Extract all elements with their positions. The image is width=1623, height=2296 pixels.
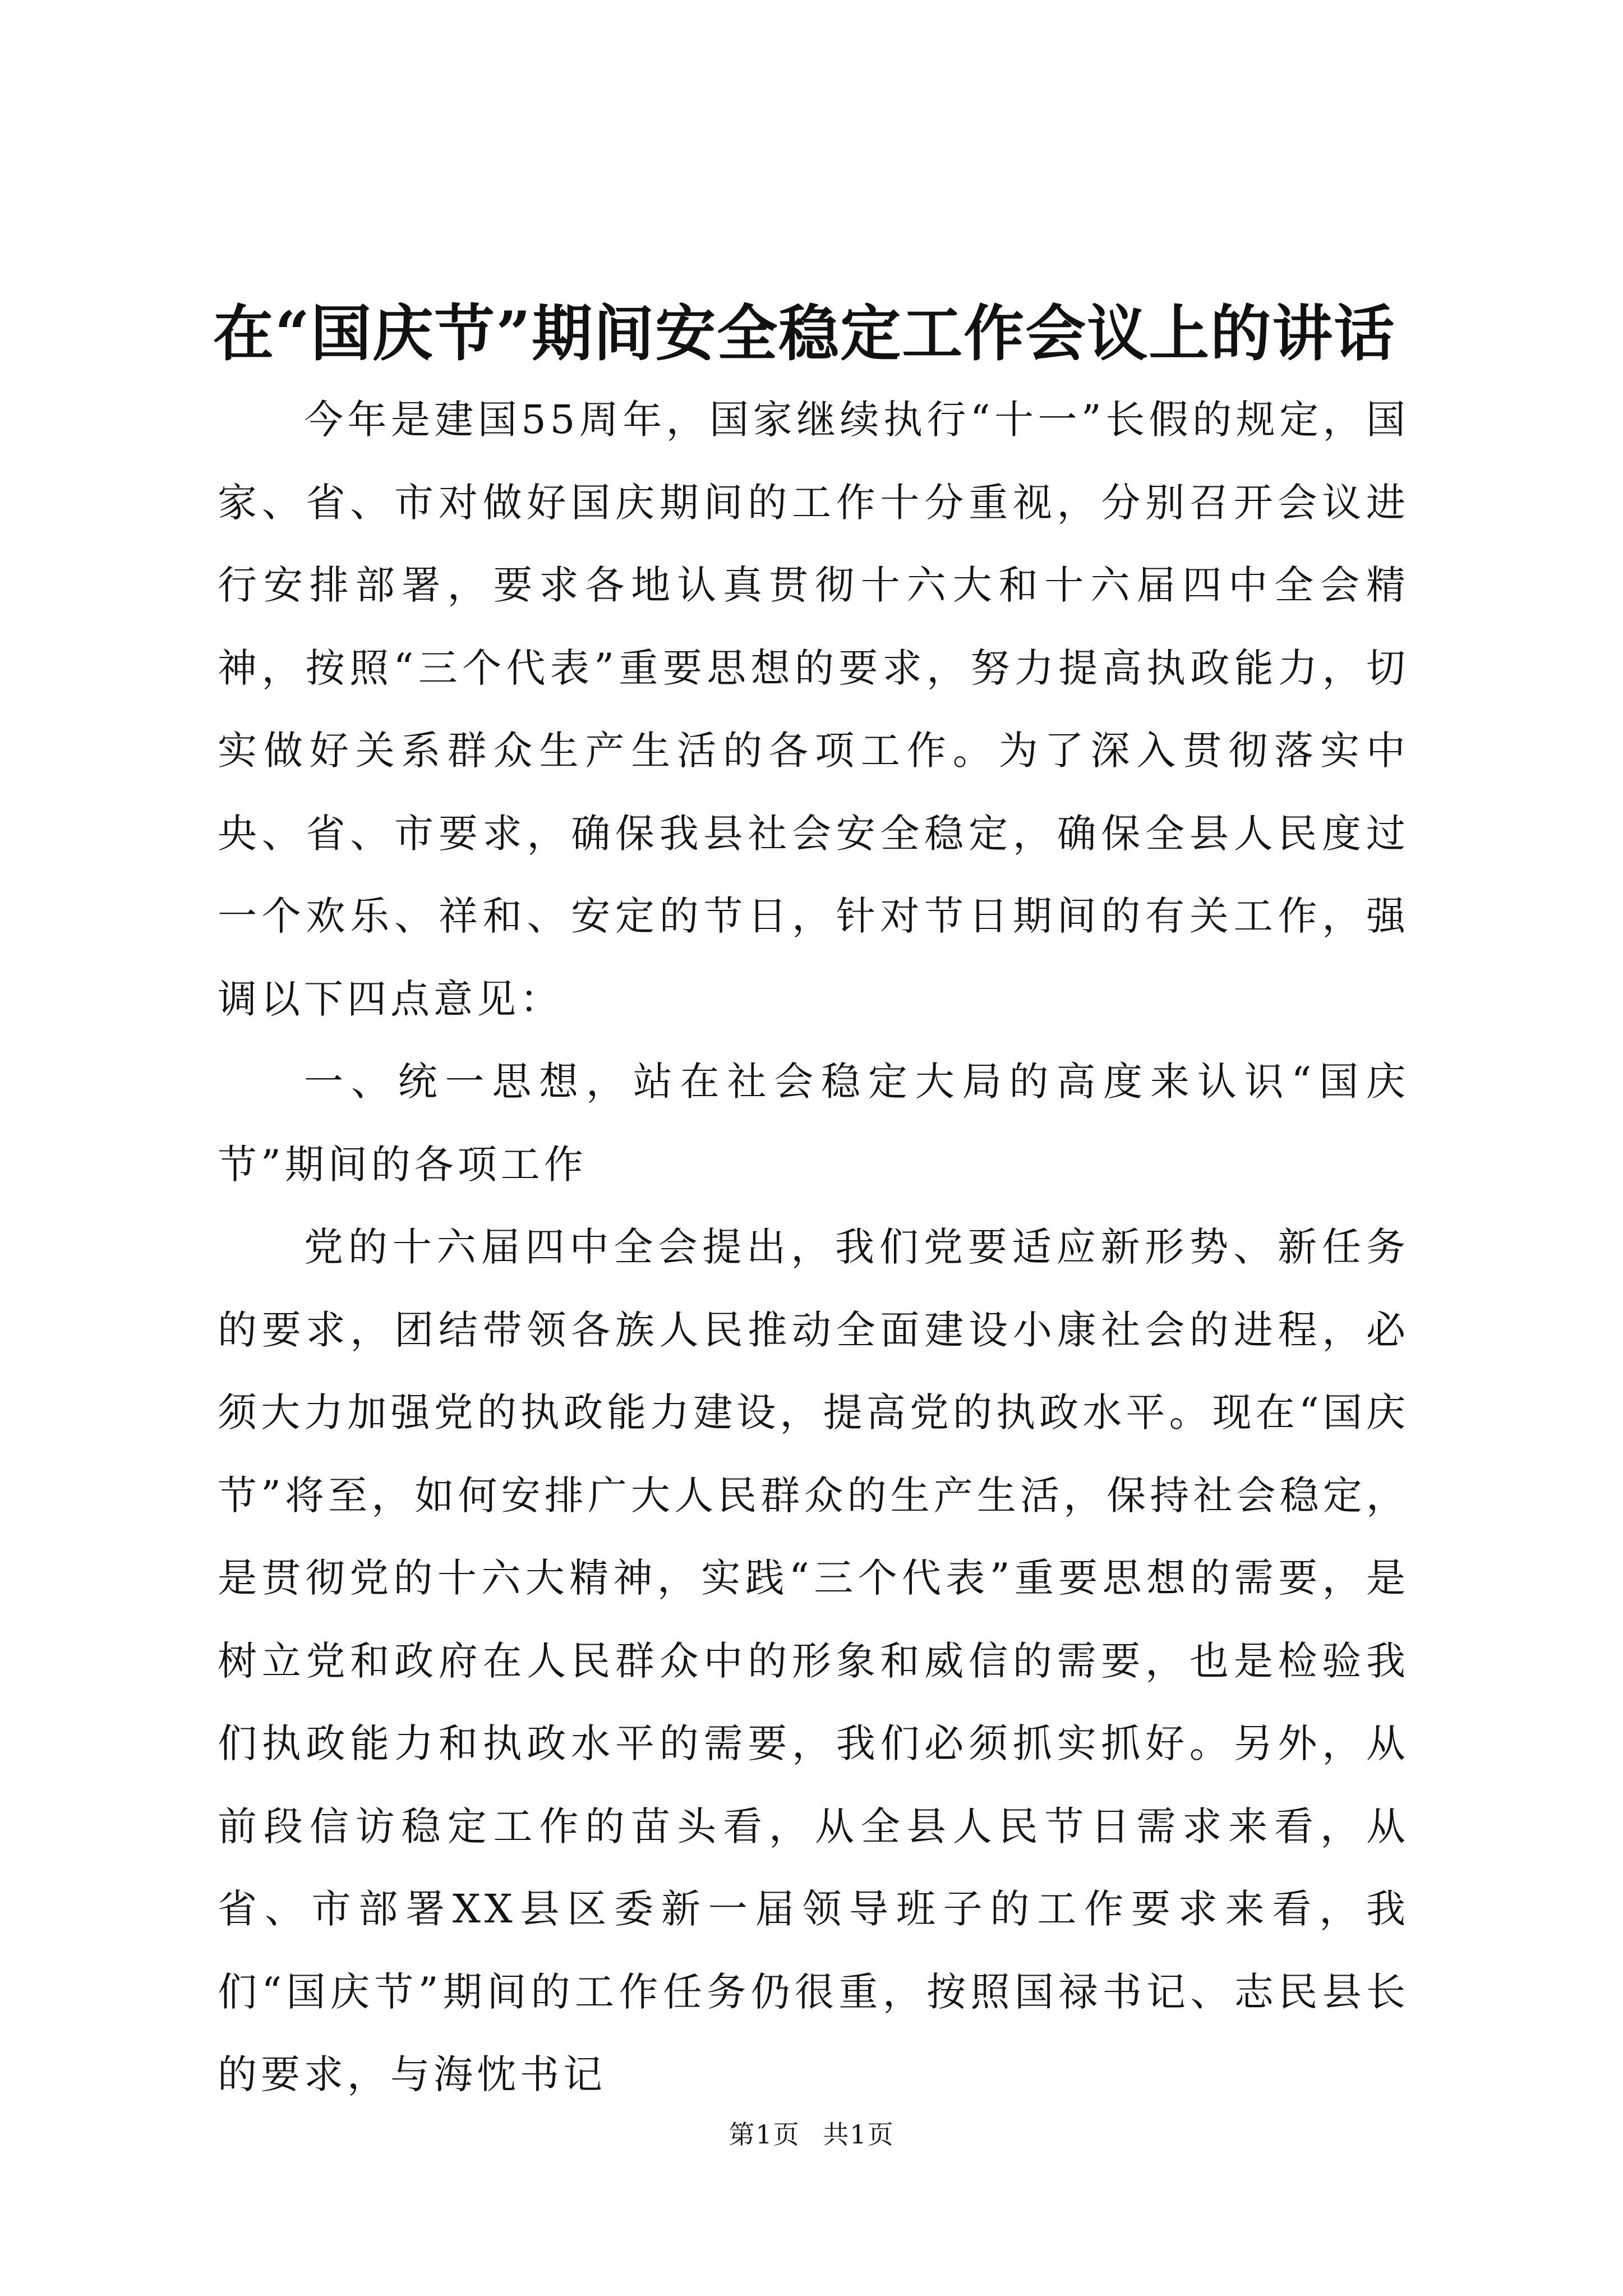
page-number: 第1页 bbox=[728, 2119, 800, 2150]
page-total: 共1页 bbox=[823, 2119, 895, 2150]
paragraph-section-1: 党的十六届四中全会提出，我们党要适应新形势、新任务的要求，团结带领各族人民推动全面建设小康社会的进程，必须大力加强党的执政能力建设，提高党的执政水平。现在“国庆节”将至，如何安排广大人民群众的生产生活，保持社会稳定，是贯彻党的十六大精神，实践“三个代表”重要思想的需要，是树立党和政府在人民群众中的形象和威信的需要，也是检验我们执政能力和执政水平的需要，我们必须抓实抓好。另外，从前段信访稳定工作的苗头看，从全县人民节日需求来看，从省、市部署XX县区委新一届领导班子的工作要求来看，我们“国庆节”期间的工作任务仍很重，按照国禄书记、志民县长的要求，与海忱书记 bbox=[218, 1224, 1409, 2097]
paragraph-intro: 今年是建国55周年，国家继续执行“十一”长假的规定，国家、省、市对做好国庆期间的工作十分重视，分别召开会议进行安排部署，要求各地认真贯彻十六大和十六届四中全会精神，按照“三个代表”重要思想的要求，努力提高执政能力，切实做好关系群众生产生活的各项工作。为了深入贯彻落实中央、省、市要求，确保我县社会安全稳定，确保全县人民度过一个欢乐、祥和、安定的节日，针对节日期间的有关工作，强调以下四点意见： bbox=[218, 397, 1409, 1022]
document-title: 在“国庆节”期间安全稳定工作会议上的讲话 bbox=[213, 298, 1396, 369]
document-body bbox=[218, 379, 1409, 2116]
section-heading-1: 一、统一思想，站在社会稳定大局的高度来认识“国庆节”期间的各项工作 bbox=[218, 1059, 1409, 1188]
page-footer bbox=[0, 2118, 1623, 2151]
